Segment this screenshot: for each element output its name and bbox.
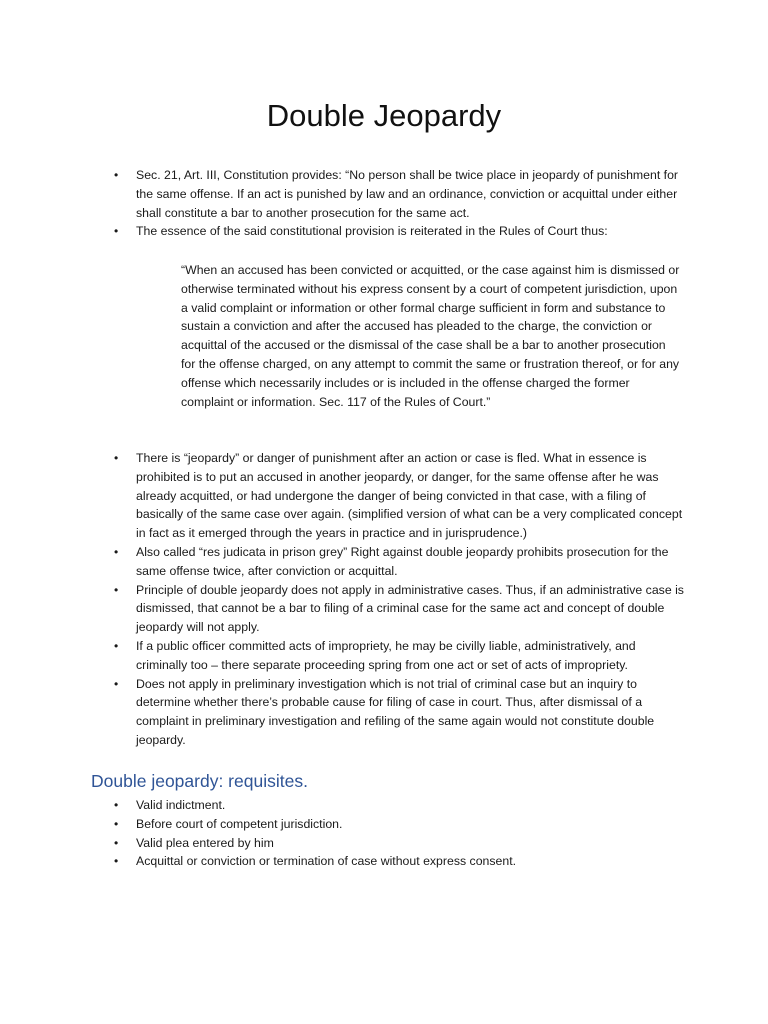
main-bullet-list xyxy=(136,449,684,750)
list-item: • There is “jeopardy” or danger of punishment after an action or case is fled. What in essence is prohibited is to put an accused in another jeopardy, or danger, for the same offense after he was already acquitted, or had undergone the danger of being convicted in that case, with a filing of basically of the same case over again. (simplified version of what can be a very complicated concept in fact as it emerged through the years in practice and in jurisprudence.) xyxy=(136,449,684,543)
rules-of-court-quote: “When an accused has been convicted or acquitted, or the case against him is dismissed or otherwise terminated without his express consent by a court of competent jurisdiction, upon a valid complaint or information or other formal charge sufficient in form and substance to sustain a conviction and after the accused has pleaded to the charge, the conviction or acquittal of the accused or the dismissal of the case shall be a bar to another prosecution for the offense charged, on any attempt to commit the same or frustration thereof, or for any offense which necessarily includes or is included in the offense charged the former complaint or information. Sec. 117 of the Rules of Court.” xyxy=(181,263,680,409)
list-item: • Sec. 21, Art. III, Constitution provides: “No person shall be twice place in jeopardy of punishment for the same offense. If an act is punished by law and an ordinance, conviction or acquittal under either shall constitute a bar to another prosecution for the same act. xyxy=(136,166,684,222)
list-item: • Acquittal or conviction or termination of case without express consent. xyxy=(136,852,684,871)
list-item: • Before court of competent jurisdiction. xyxy=(136,815,684,834)
list-item: • Does not apply in preliminary investigation which is not trial of criminal case but an inquiry to determine whether there’s probable cause for filing of case in court. Thus, after dismissal of a complaint in preliminary investigation and refiling of the same again would not constitute double jeopardy. xyxy=(136,675,684,750)
list-item: • Also called “res judicata in prison grey” Right against double jeopardy prohibits prosecution for the same offense twice, after conviction or acquittal. xyxy=(136,543,684,581)
requisites-heading: Double jeopardy: requisites. xyxy=(91,771,308,791)
list-item: • Valid indictment. xyxy=(136,796,684,815)
list-item: • Valid plea entered by him xyxy=(136,834,684,853)
requisites-list xyxy=(136,796,684,871)
intro-bullet-list xyxy=(136,166,684,241)
list-item: • The essence of the said constitutional provision is reiterated in the Rules of Court thus: xyxy=(136,222,684,241)
list-item: • If a public officer committed acts of impropriety, he may be civilly liable, administratively, and criminally too – there separate proceeding spring from one act or set of acts of impropriety. xyxy=(136,637,684,675)
list-item: • Principle of double jeopardy does not apply in administrative cases. Thus, if an administrative case is dismissed, that cannot be a bar to filing of a criminal case for the same act and concept of double jeopardy will not apply. xyxy=(136,581,684,637)
document-title: Double Jeopardy xyxy=(266,98,502,133)
